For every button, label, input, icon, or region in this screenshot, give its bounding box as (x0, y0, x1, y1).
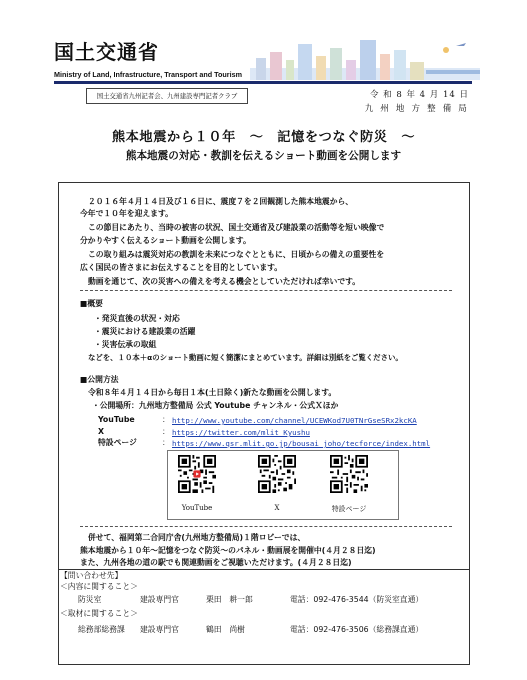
link-label-special-page: 特設ページ (98, 438, 137, 447)
intro-line: 広く国民の皆さまにお伝えすることを目的としています。 (80, 263, 283, 272)
special-page-qr-code[interactable] (330, 455, 368, 493)
page-title: 熊本地震から１０年 ～ 記憶をつなぐ防災 ～ (111, 130, 416, 145)
press-club-box: 国土交通省九州記者会、九州建設専門記者クラブ (86, 88, 248, 104)
x-link[interactable]: https://twitter.com/mlit_Kyushu (172, 428, 310, 437)
qr-label-youtube: YouTube (181, 504, 213, 512)
content-inquiry-label: ＜内容に関すること＞ (60, 582, 138, 591)
overview-heading: ■概要 (80, 299, 103, 308)
intro-line: この取り組みは震災対応の教訓を未来につなぐとともに、日頃からの備えの重要性を (88, 250, 385, 259)
release-date: 令 和 8 年 4 月 14 日 (369, 90, 469, 100)
city-skyline-illustration (250, 30, 480, 80)
media-inquiry-label: ＜取材に関すること＞ (60, 609, 138, 618)
overview-item: ・震災における建設業の活躍 (94, 327, 196, 336)
intro-line: 今年で１０年を迎えます。 (80, 209, 173, 218)
publish-location: ・公開場所：九州地方整備局 公式 Youtube チャンネル・公式Ｘほか (92, 401, 339, 410)
issuing-office: 九 州 地 方 整 備 局 (364, 104, 469, 114)
exhibit-line: 熊本地震から１０年～記憶をつなぐ防災～のパネル・動画展を開催中(４月２８日迄) (80, 546, 376, 555)
section-divider (80, 526, 452, 527)
intro-line: 分かりやすく伝えるショート動画を公開します。 (80, 236, 251, 245)
ministry-logo-text: 国土交通省 (54, 40, 159, 64)
link-label-youtube: YouTube (98, 415, 135, 424)
intro-line: ２０１６年４月１４日及び１６日に、震度７を２回観測した熊本地震から、 (88, 197, 354, 206)
media-job-title: 建設専門官 (140, 625, 179, 634)
youtube-qr-code[interactable] (178, 455, 216, 493)
special-page-link[interactable]: https://www.qsr.mlit.go.jp/bousai_joho/tecforce/index.html (172, 439, 431, 448)
youtube-link[interactable]: http://www.youtube.com/channel/UCEWKod7U0TNrGseSRx2kcKA (172, 416, 417, 425)
publish-schedule: 令和８年４月１４日から毎日１本(土日除く)新たな動画を公開します。 (88, 388, 337, 397)
link-label-x: X (98, 427, 105, 436)
media-department: 総務部総務課 (78, 625, 125, 634)
content-contact-name: 栗田 耕一郎 (206, 595, 253, 604)
qr-label-x: X (274, 504, 280, 512)
overview-item: ・発災直後の状況・対応 (94, 314, 180, 323)
content-phone: 電話：092-476-3544（防災室直通） (290, 595, 424, 604)
media-contact-name: 鶴田 尚樹 (206, 625, 245, 634)
exhibit-line: また、九州各地の道の駅でも関連動画をご視聴いただけます。(４月２８日迄) (80, 558, 352, 567)
header-rule (54, 81, 472, 84)
x-qr-code[interactable] (258, 455, 296, 493)
publish-heading: ■公開方法 (80, 375, 119, 384)
content-job-title: 建設専門官 (140, 595, 179, 604)
overview-item: ・災害伝承の取組 (94, 340, 157, 349)
qr-label-special-page: 特設ページ (331, 505, 367, 513)
page-subtitle: 熊本地震の対応・教訓を伝えるショート動画を公開します (125, 150, 402, 162)
media-phone: 電話：092-476-3506（総務課直通） (290, 625, 424, 634)
content-department: 防災室 (78, 595, 102, 604)
intro-line: この節目にあたり、当時の被害の状況、国土交通省及び建設業の活動等を短い映像で (88, 223, 385, 232)
intro-line: 動画を通じて、次の災害への備えを考える機会としていただければ幸いです。 (88, 277, 361, 286)
section-divider (80, 290, 452, 291)
ministry-english-name: Ministry of Land, Infrastructure, Transport and Tourism (54, 70, 242, 79)
contact-heading: 【問い合わせ先】 (60, 571, 123, 580)
overview-summary: などを、１０本＋αのショート動画に短く簡潔にまとめています。詳細は別紙をご覧ください。 (88, 353, 403, 362)
exhibit-line: 併せて、福岡第二合同庁舎(九州地方整備局)１階ロビーでは、 (88, 533, 306, 542)
